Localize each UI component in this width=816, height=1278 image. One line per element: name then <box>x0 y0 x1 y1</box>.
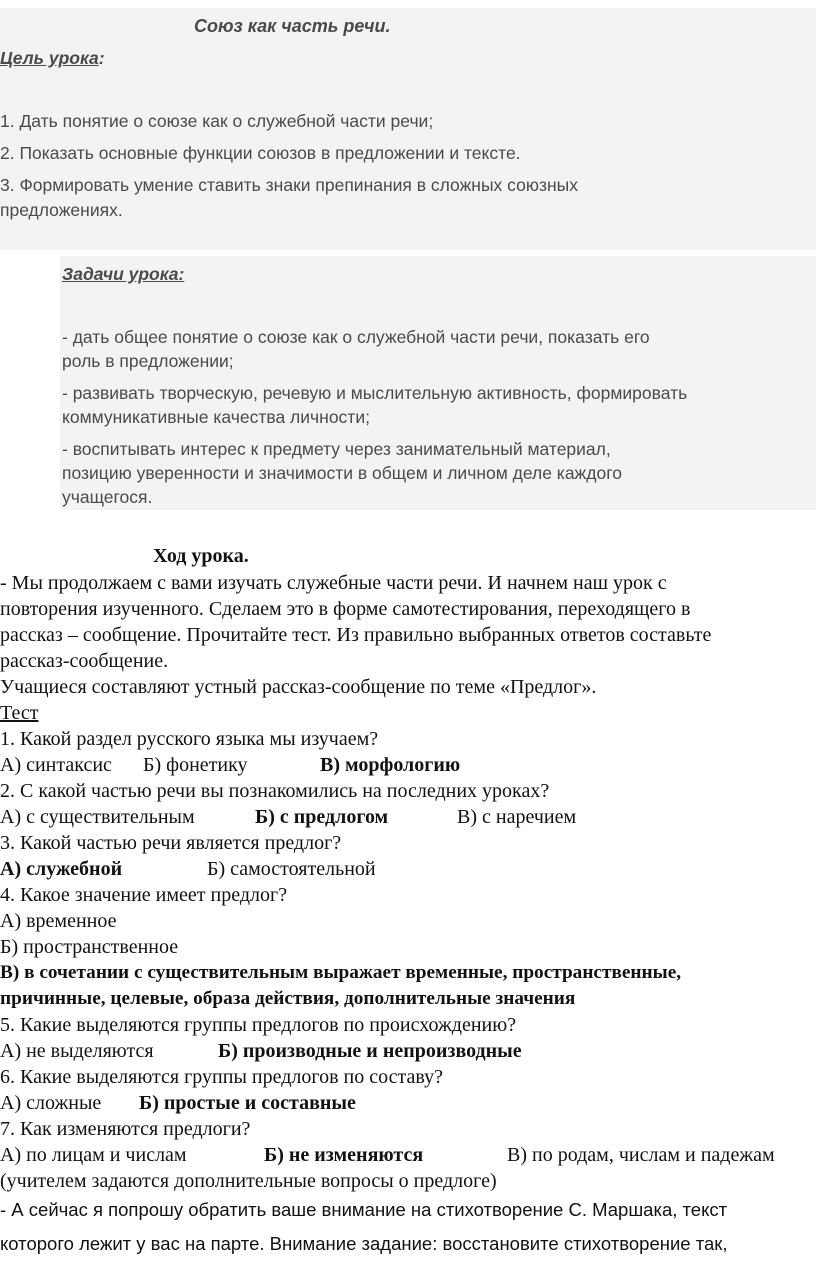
answer-option: Б) самостоятельной <box>207 858 376 880</box>
goal-label: Цель урока <box>0 48 99 68</box>
intro-line: - Мы продолжаем с вами изучать служебные части речи. И начнем наш урок с <box>0 572 667 594</box>
answer-option: А) по лицам и числам <box>0 1144 187 1166</box>
question-6: 6. Какие выделяются группы предлогов по составу? <box>0 1066 443 1088</box>
correct-answer-cont: причинные, целевые, образа действия, дополнительные значения <box>0 988 576 1009</box>
goal-item-1: 1. Дать понятие о союзе как о служебной части речи; <box>0 111 434 131</box>
tasks-section <box>60 256 816 510</box>
final-paragraph-line: - А сейчас я попрошу обратить ваше внимание на стихотворение С. Маршака, текст <box>0 1199 728 1220</box>
teacher-note: (учителем задаются дополнительные вопросы о предлоге) <box>0 1170 497 1192</box>
question-2: 2. С какой частью речи вы познакомились на последних уроках? <box>0 780 550 802</box>
task-line: учащегося. <box>62 487 153 507</box>
goal-item-2: 2. Показать основные функции союзов в предложении и тексте. <box>0 143 521 163</box>
question-5: 5. Какие выделяются группы предлогов по происхождению? <box>0 1014 517 1036</box>
goal-colon: : <box>98 48 105 68</box>
task-line: - дать общее понятие о союзе как о служебной части речи, показать его <box>62 327 650 347</box>
final-paragraph-line: которого лежит у вас на парте. Внимание задание: восстановите стихотворение так, <box>0 1233 728 1254</box>
goal-item-3-cont: предложениях. <box>0 200 123 220</box>
lesson-heading: Ход урока. <box>153 545 249 567</box>
test-label: Тест <box>0 702 39 724</box>
correct-answer: Б) с предлогом <box>255 806 389 828</box>
correct-answer: А) служебной <box>0 858 123 880</box>
answer-option: В) с наречием <box>457 806 577 828</box>
correct-answer: В) морфологию <box>320 754 461 776</box>
task-line: коммуникативные качества личности; <box>62 407 370 427</box>
task-line: роль в предложении; <box>62 351 234 371</box>
correct-answer: Б) производные и непроизводные <box>218 1040 522 1062</box>
answer-option: Б) пространственное <box>0 936 179 958</box>
answer-option: А) с существительным <box>0 806 195 828</box>
answer-option: В) по родам, числам и падежам <box>507 1144 775 1166</box>
answer-option: Б) фонетику <box>143 754 248 776</box>
intro-line: рассказ-сообщение. <box>0 650 169 672</box>
goal-item-3: 3. Формировать умение ставить знаки препинания в сложных союзных <box>0 175 578 195</box>
question-1: 1. Какой раздел русского языка мы изучаем? <box>0 728 379 750</box>
question-4: 4. Какое значение имеет предлог? <box>0 884 288 906</box>
goal-heading <box>0 46 105 70</box>
correct-answer: Б) простые и составные <box>139 1092 356 1114</box>
intro-line: Учащиеся составляют устный рассказ-сообщение по теме «Предлог». <box>0 676 597 698</box>
answer-option: А) сложные <box>0 1092 102 1114</box>
intro-line: рассказ – сообщение. Прочитайте тест. Из правильно выбранных ответов составьте <box>0 624 712 646</box>
intro-line: повторения изученного. Сделаем это в форме самотестирования, переходящего в <box>0 598 691 620</box>
answer-option: А) синтаксис <box>0 754 112 776</box>
question-7: 7. Как изменяются предлоги? <box>0 1118 251 1140</box>
lesson-title: Союз как часть речи. <box>194 16 391 36</box>
question-3: 3. Какой частью речи является предлог? <box>0 832 342 854</box>
tasks-label: Задачи урока: <box>62 264 185 284</box>
task-line: - развивать творческую, речевую и мыслительную активность, формировать <box>62 383 688 403</box>
answer-option: А) временное <box>0 910 117 932</box>
task-line: - воспитывать интерес к предмету через занимательный материал, <box>62 439 611 459</box>
task-line: позицию уверенности и значимости в общем и личном деле каждого <box>62 463 622 483</box>
goals-section <box>0 8 816 250</box>
correct-answer: В) в сочетании с существительным выражает временные, пространственные, <box>0 962 682 983</box>
answer-option: А) не выделяются <box>0 1040 154 1062</box>
correct-answer: Б) не изменяются <box>264 1144 424 1166</box>
